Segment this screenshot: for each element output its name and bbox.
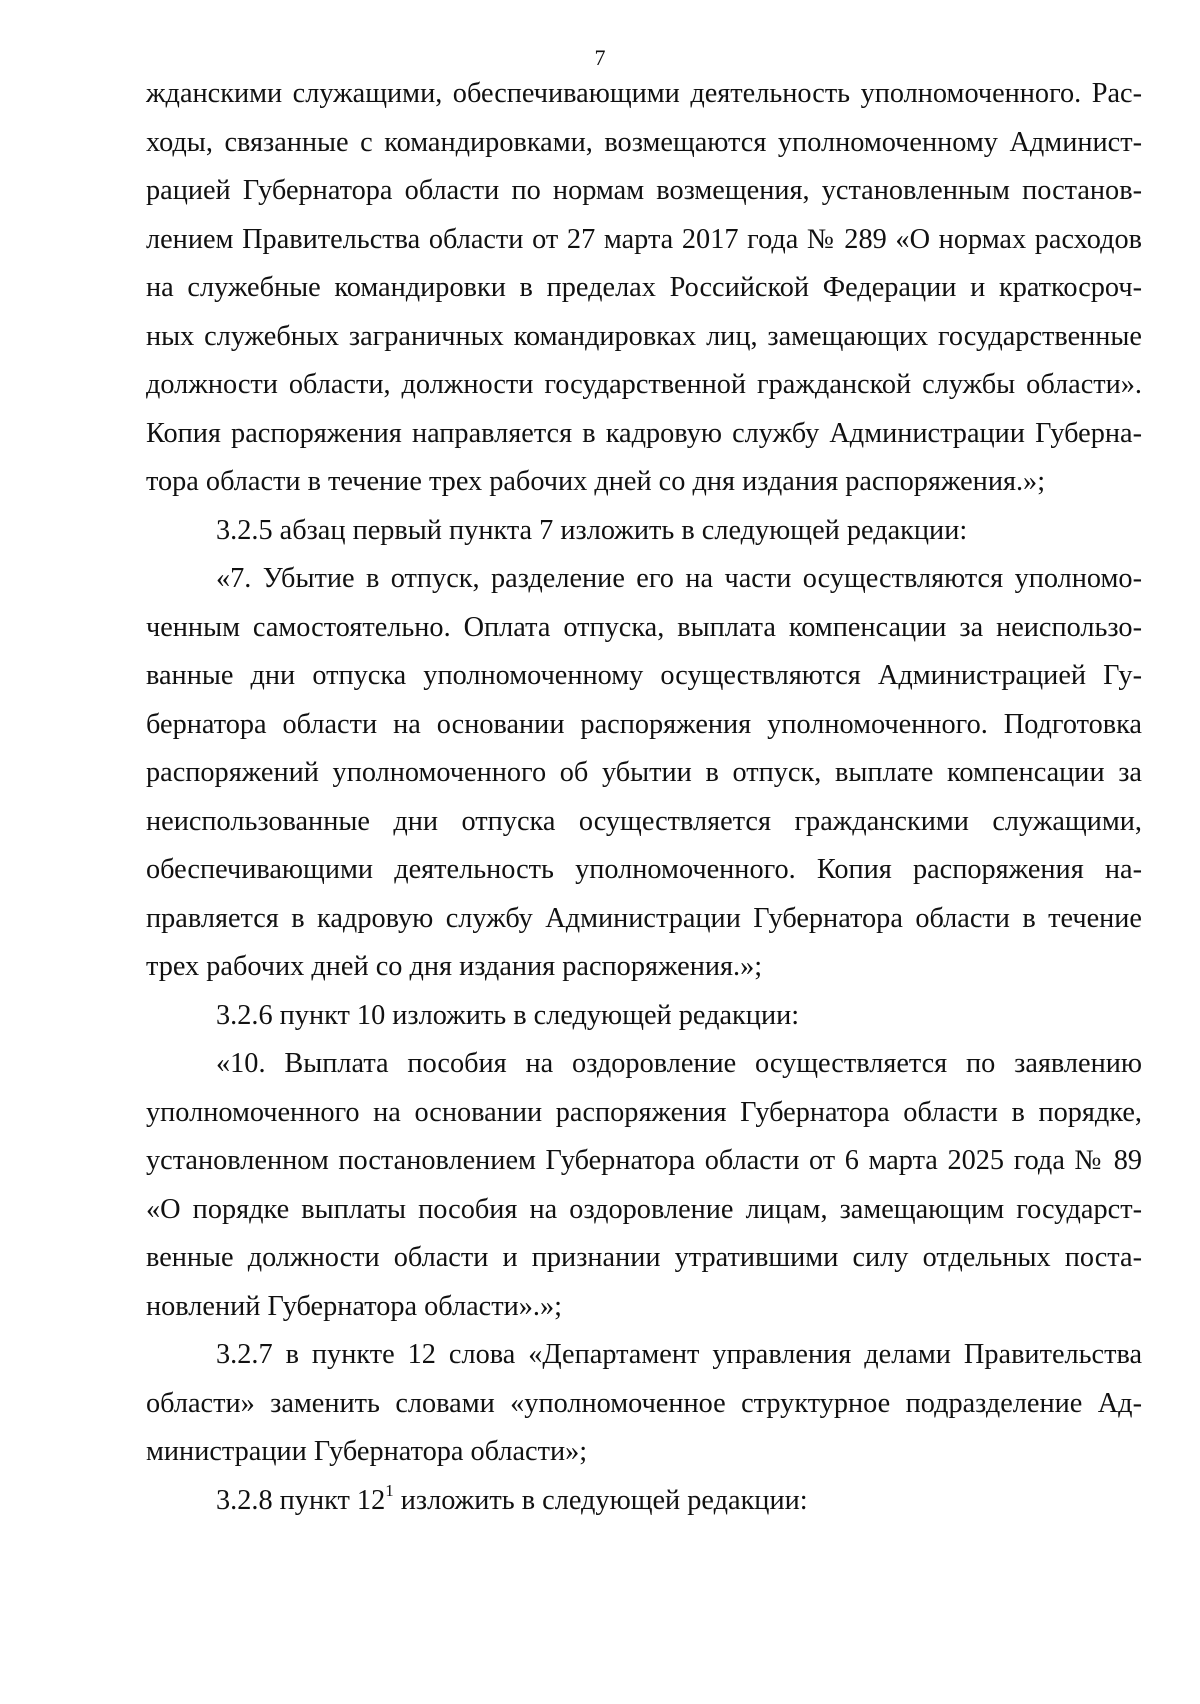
- text-line: новлений Губернатора области».»;: [146, 1290, 562, 1322]
- paragraph-p7: [146, 1477, 1142, 1526]
- text-line: обеспечивающими деятельность уполномоченного. Копия распоряжения на-: [146, 854, 1142, 885]
- text-line: правляется в кадровую службу Администрации Губернатора области в течение: [146, 902, 1142, 934]
- paragraph-p4: [146, 992, 1142, 1041]
- text-line: «7. Убытие в отпуск, разделение его на части осуществляются уполномо-: [216, 563, 1142, 594]
- text-segment: 3.2.8 пункт 12: [216, 1484, 386, 1516]
- text-line: 3.2.5 абзац первый пункта 7 изложить в следующей редакции:: [216, 514, 968, 546]
- text-line: жданскими служащими, обеспечивающими деятельность уполномоченного. Рас-: [146, 78, 1142, 109]
- text-line: [146, 1477, 1142, 1526]
- text-line: трех рабочих дней со дня издания распоряжения.»;: [146, 951, 763, 982]
- text-line: Копия распоряжения направляется в кадровую службу Администрации Губерна-: [146, 417, 1142, 449]
- superscript: 1: [385, 1481, 394, 1501]
- text-line: тора области в течение трех рабочих дней со дня издания распоряжения.»;: [146, 466, 1046, 497]
- paragraph-p2: [146, 507, 1142, 556]
- text-line: уполномоченного на основании распоряжения Губернатора области в порядке,: [146, 1096, 1142, 1128]
- text-line: 3.2.7 в пункте 12 слова «Департамент управления делами Правительства: [216, 1339, 1142, 1370]
- text-line: ченным самостоятельно. Оплата отпуска, выплата компенсации за неиспользо-: [146, 611, 1142, 643]
- text-line: министрации Губернатора области»;: [146, 1436, 588, 1467]
- text-line: «10. Выплата пособия на оздоровление осуществляется по заявлению: [216, 1048, 1142, 1079]
- text-line: должности области, должности государственной гражданской службы области».: [146, 369, 1142, 400]
- text-line: ходы, связанные с командировками, возмещаются уполномоченному Админист-: [146, 126, 1142, 158]
- text-line: «О порядке выплаты пособия на оздоровление лицам, замещающим государст-: [146, 1193, 1142, 1225]
- text-line: неиспользованные дни отпуска осуществляется гражданскими служащими,: [146, 805, 1142, 837]
- text-line: ных служебных заграничных командировках лиц, замещающих государственные: [146, 320, 1142, 352]
- paragraph-p5: [146, 1040, 1142, 1331]
- text-line: бернатора области на основании распоряжения уполномоченного. Подготовка: [146, 708, 1142, 740]
- text-line: на служебные командировки в пределах Российской Федерации и краткосроч-: [146, 272, 1142, 303]
- page-number: 7: [594, 45, 606, 70]
- text-line: установленном постановлением Губернатора области от 6 марта 2025 года № 89: [146, 1145, 1142, 1176]
- text-line: 3.2.6 пункт 10 изложить в следующей редакции:: [216, 999, 800, 1031]
- text-segment: изложить в следующей редакции:: [393, 1484, 808, 1516]
- paragraph-p3: [146, 555, 1142, 992]
- text-line: области» заменить словами «уполномоченное структурное подразделение Ад-: [146, 1387, 1142, 1419]
- paragraph-p1: [146, 70, 1142, 507]
- text-line: рацией Губернатора области по нормам возмещения, установленным постанов-: [146, 175, 1142, 206]
- document-body: [146, 70, 1142, 1525]
- text-line: ванные дни отпуска уполномоченному осуществляются Администрацией Гу-: [146, 660, 1142, 691]
- text-line: венные должности области и признании утратившими силу отдельных поста-: [146, 1242, 1142, 1273]
- text-line: распоряжений уполномоченного об убытии в отпуск, выплате компенсации за: [146, 757, 1142, 788]
- paragraph-p6: [146, 1331, 1142, 1477]
- text-line: лением Правительства области от 27 марта 2017 года № 289 «О нормах расходов: [146, 223, 1142, 255]
